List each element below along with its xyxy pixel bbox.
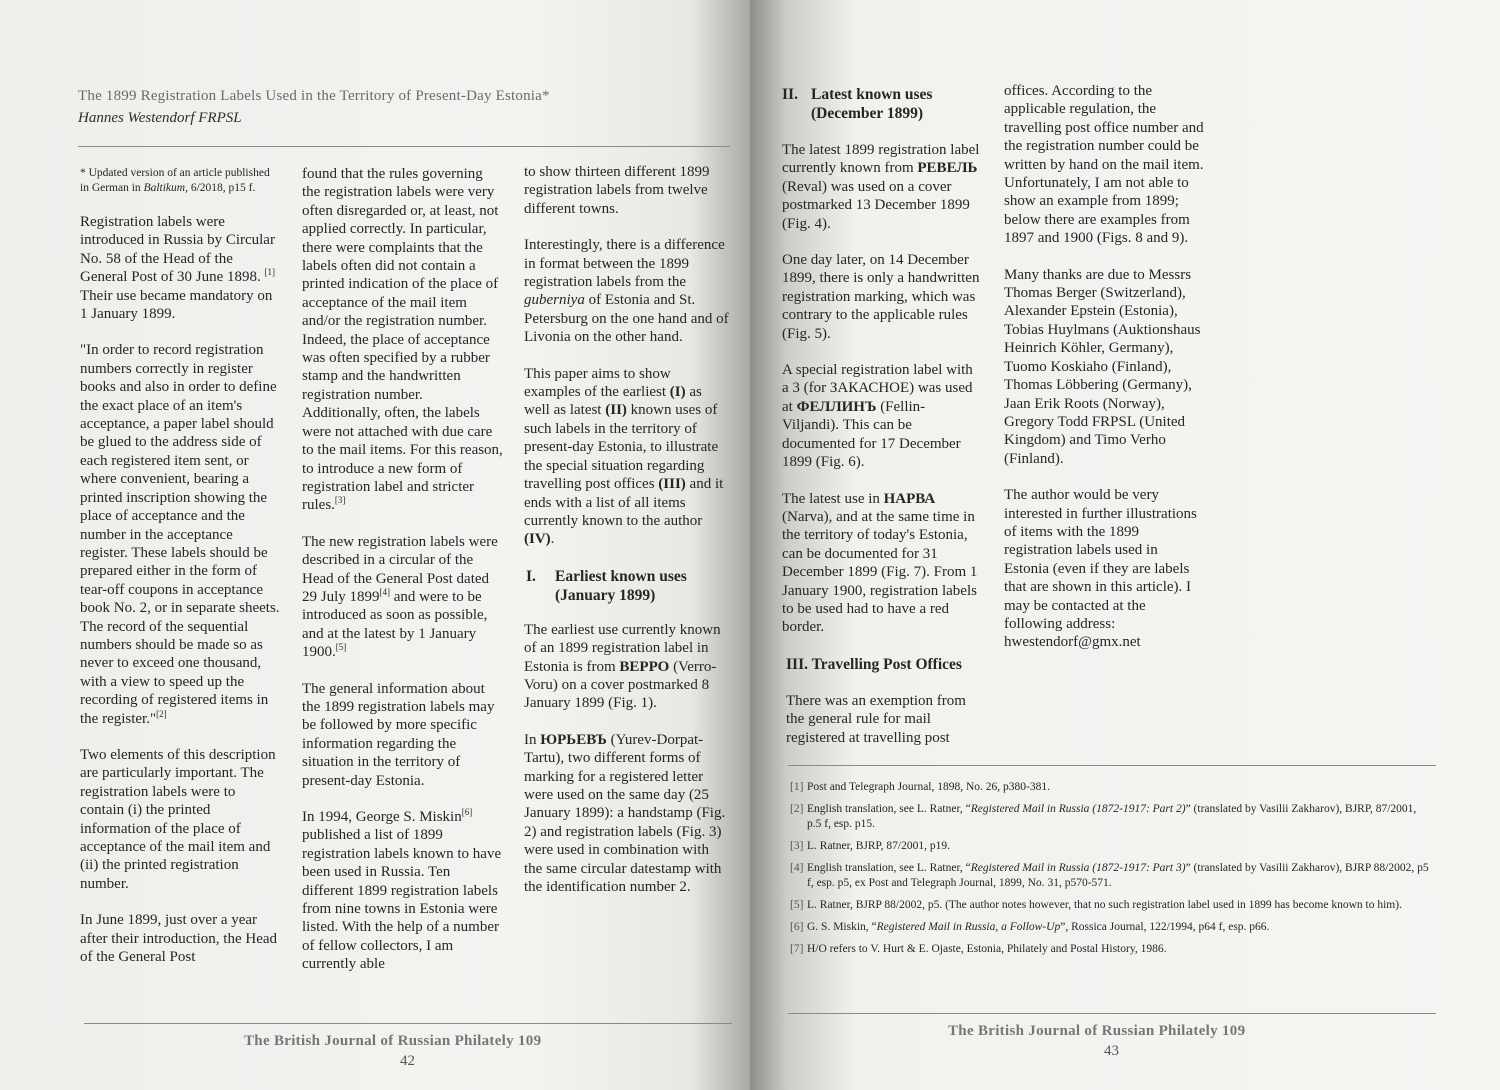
footnote: [3] L. Ratner, BJRP, 87/2001, p19. (790, 840, 950, 852)
footnote-ref: [1] (264, 267, 276, 278)
paragraph: The earliest use currently known of an 1899 registration label in Estonia is from ВЕРРО (Verro-Voru) on a cover postmarked 8 January 1899 (Fig. 1). (524, 621, 721, 712)
paragraph: In ЮРЬЕВЪ (Yurev-Dorpat-Tartu), two different forms of marking for a registered letter were used on the same day (25 January 1899): a handstamp (Fig. 2) and registration labels (Fig. 3) were used in combination with the same circular datestamp with the identification number 2. (524, 731, 726, 895)
paragraph: The latest use in НАРВА (Narva), and at the same time in the territory of today's Estonia, can be documented for 31 December 1899 (Fig. 7). From 1 January 1900, registration labels to be used had to have a red border. (782, 490, 978, 636)
footnote-ref: [4] (379, 586, 391, 597)
note-text-end: , 6/2018, p15 f. (185, 182, 256, 194)
left-column-2 (302, 165, 504, 992)
footnote-ref: [2] (156, 708, 167, 719)
paragraph: The latest 1899 registration label currently known from РЕВЕЛЬ (Reval) was used on a cover postmarked 13 December 1899 (Fig. 4). (782, 142, 980, 232)
footer-rule (84, 1023, 732, 1024)
footnote: [1] Post and Telegraph Journal, 1898, No. 26, p380-381. (790, 781, 1051, 793)
page-number: 43 (1104, 1043, 1119, 1059)
article-author: Hannes Westendorf FRPSL (78, 110, 242, 126)
paragraph: A special registration label with a 3 (for ЗАКАСНОЕ) was used at ФЕЛЛИНЪ (Fellin-Viljandi). This can be documented for 17 December 1899 (Fig. 6). (782, 362, 973, 471)
paragraph: There was an exemption from the general rule for mail registered at travelling post (786, 692, 966, 746)
paragraph: offices. According to the applicable regulation, the travelling post office number and the registration number could be written by hand on the mail item. Unfortunately, I am not able to show an example from 1899; below there are examples from 1897 and 1900 (Figs. 8 and 9). (1004, 83, 1204, 247)
paragraph: Many thanks are due to Messrs Thomas Berger (Switzerland), Alexander Epstein (Estonia), Tobias Huylmans (Auktionshaus Heinrich Köhler, Germany), Tuomo Koskiaho (Finland), Thomas Löbbering (Germany), Jaan Erik Roots (Norway), Gregory Todd FRPSL (United Kingdom) and Timo Verho (Finland). (1004, 266, 1201, 467)
section-heading-earliest: I. Earliest known uses (January 1899) (526, 567, 687, 604)
right-column-1 (782, 85, 982, 765)
left-column-1 (80, 166, 280, 984)
paragraph: This paper aims to show examples of the earliest (I) as well as latest (II) known uses of such labels in the territory of present-day Estonia, to illustrate the special situation regarding travelling post offices (III) and it ends with a list of all items currently known to the author (IV). (524, 365, 724, 548)
footnote: [2] English translation, see L. Ratner, “Registered Mail in Russia (1872-1917: Part 2)” (translated by Vasilii Zakharov), BJRP, 87/2001, p.5 f, esp. p15. (790, 803, 1417, 830)
paragraph: Registration labels were introduced in Russia by Circular No. 58 of the Head of the General Post of 30 June 1898. [1] Their use became mandatory on 1 January 1899. (80, 214, 276, 323)
footnote: [6] G. S. Miskin, “Registered Mail in Russia, a Follow-Up”, Rossica Journal, 122/1994, p64 f, esp. p66. (790, 921, 1270, 933)
page-number: 42 (400, 1053, 415, 1069)
paragraph: One day later, on 14 December 1899, there is only a handwritten registration marking, which was contrary to the applicable rules (Fig. 5). (782, 252, 980, 342)
footer-rule (788, 1013, 1436, 1014)
paragraph: to show thirteen different 1899 registration labels from twelve different towns. (524, 164, 710, 217)
header-rule (78, 146, 730, 147)
footer-journal-title: The British Journal of Russian Philately 109 (948, 1023, 1246, 1039)
paragraph: The author would be very interested in further illustrations of items with the 1899 registration labels used in Estonia (even if they are labels that are shown in this article). I may be contacted at the following address: hwestendorf@gmx.net (1004, 487, 1197, 651)
paragraph: The new registration labels were described in a circular of the Head of the General Post dated 29 July 1899[4] and were to be introduced as soon as possible, and at the latest by 1 January 1900.[5] (302, 533, 498, 661)
contact-email: hwestendorf@gmx.net (1004, 634, 1141, 651)
paragraph: Interestingly, there is a difference in format between the 1899 registration labels from the guberniya of Estonia and St. Petersburg on the one hand and of Livonia on the other hand. (524, 237, 729, 346)
footnote: [4] English translation, see L. Ratner, “Registered Mail in Russia (1872-1917: Part 3)” (translated by Vasilii Zakharov), BJRP 88/2002, p5 f, esp. p5, ex Post and Telegraph Journal, 1899, No. 31, p570-571. (790, 862, 1429, 889)
footer-journal-title: The British Journal of Russian Philately 109 (244, 1033, 542, 1049)
paragraph: found that the rules governing the registration labels were very often disregarded or, at least, not applied correctly. In particular, there were complaints that the labels often did not contain a printed indication of the place of acceptance of the mail item and/or the registration number. Indeed, the place of acceptance was often specified by a rubber stamp and the handwritten registration number. Additionally, often, the labels were not attached with due care to the mail items. For this reason, to introduce a new form of registration label and stricter rules.[3] (302, 166, 503, 514)
footnote: [5] L. Ratner, BJRP 88/2002, p5. (The author notes however, that no such registration label used in 1899 has become known to him). (790, 899, 1402, 911)
paragraph: In June 1899, just over a year after their introduction, the Head of the General Post (80, 912, 278, 966)
footnote-ref: [3] (334, 495, 346, 506)
article-title: The 1899 Registration Labels Used in the Territory of Present-Day Estonia* (78, 88, 550, 104)
article-note (80, 166, 280, 196)
paragraph: In 1994, George S. Miskin[6] published a list of 1899 registration labels known to have been used in Russia. Ten different 1899 registration labels from nine towns in Estonia were listed. With the help of a number of fellow collectors, I am currently able (302, 807, 502, 973)
note-text: * Updated version of an article published in German in (80, 167, 270, 194)
footnote-ref: [5] (335, 642, 347, 653)
paragraph: Two elements of this description are particularly important. The registration labels were to contain (i) the printed information of the place of acceptance of the mail item and (ii) the printed registration number. (80, 746, 276, 892)
footnote-ref: [6] (461, 807, 473, 817)
left-column-3 (524, 163, 730, 914)
footnotes (790, 780, 1430, 964)
right-column-2 (1004, 82, 1204, 670)
footnote-rule (788, 765, 1436, 766)
paragraph: "In order to record registration numbers correctly in register books and also in order to define the exact place of an item's acceptance, a paper label should be glued to the address side of each registered item sent, or where convenient, bearing a printed inscription showing the place of acceptance and the number in the acceptance register. These labels should be prepared either in the form of tear-off coupons in acceptance book No. 2, or in separate sheets. The record of the sequential numbers should be made so as never to exceed one thousand, with a view to speed up the recording of registered items in the register."[2] (80, 342, 280, 727)
section-heading-travelling-post: III. Travelling Post Offices (786, 655, 962, 673)
footnote: [7] H/O refers to V. Hurt & E. Ojaste, Estonia, Philately and Postal History, 1986. (790, 943, 1167, 955)
section-heading-latest: II. Latest known uses (December 1899) (782, 86, 933, 122)
paragraph: The general information about the 1899 registration labels may be followed by more specific information regarding the situation in the territory of present-day Estonia. (302, 680, 495, 789)
note-publication: Baltikum (143, 182, 186, 194)
